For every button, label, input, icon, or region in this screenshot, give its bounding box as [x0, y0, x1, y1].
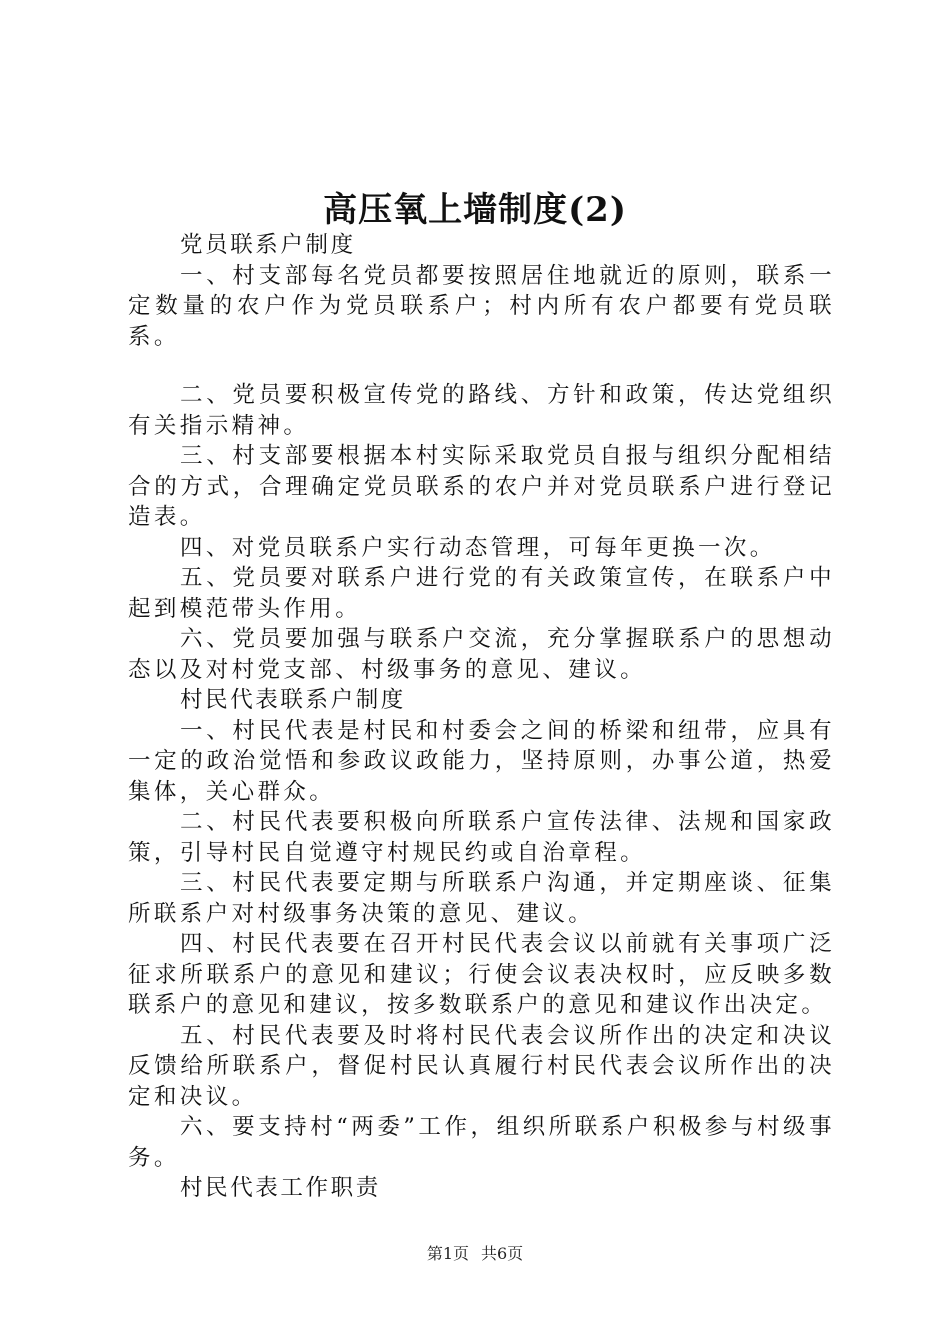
paragraph: 三、村民代表要定期与所联系户沟通，并定期座谈、征集所联系户对村级事务决策的意见、建议。: [128, 870, 835, 927]
paragraph: 一、村民代表是村民和村委会之间的桥梁和纽带，应具有一定的政治觉悟和参政议政能力，坚持原则，办事公道，热爱集体，关心群众。: [128, 717, 835, 805]
page-number: 第1页: [426, 1244, 469, 1263]
page-footer: [0, 1242, 950, 1266]
section-heading: 党员联系户制度: [180, 232, 356, 258]
document-body: [128, 230, 835, 1204]
paragraph: 五、党员要对联系户进行党的有关政策宣传，在联系户中起到模范带头作用。: [128, 565, 835, 622]
paragraph: 六、要支持村“两委”工作，组织所联系户积极参与村级事务。: [128, 1114, 835, 1171]
section-heading: 村民代表工作职责: [180, 1175, 381, 1201]
page-total: 共6页: [481, 1244, 524, 1263]
paragraph: 五、村民代表要及时将村民代表会议所作出的决定和决议反馈给所联系户，督促村民认真履行村民代表会议所作出的决定和决议。: [128, 1022, 835, 1110]
document-title: 高压氧上墙制度(2): [323, 190, 627, 230]
paragraph: 四、对党员联系户实行动态管理，可每年更换一次。: [180, 534, 776, 561]
paragraph: 三、村支部要根据本村实际采取党员自报与组织分配相结合的方式，合理确定党员联系的农户并对党员联系户进行登记造表。: [128, 443, 835, 530]
section-heading: 村民代表联系户制度: [180, 687, 406, 713]
paragraph: 六、党员要加强与联系户交流，充分掌握联系户的思想动态以及对村党支部、村级事务的意见、建议。: [128, 626, 835, 683]
paragraph: 二、党员要积极宣传党的路线、方针和政策，传达党组织有关指示精神。: [128, 382, 835, 439]
paragraph: 四、村民代表要在召开村民代表会议以前就有关事项广泛征求所联系户的意见和建议；行使会议表决权时，应反映多数联系户的意见和建议，按多数联系户的意见和建议作出决定。: [128, 931, 835, 1018]
paragraph: 二、村民代表要积极向所联系户宣传法律、法规和国家政策，引导村民自觉遵守村规民约或自治章程。: [128, 809, 835, 866]
paragraph: 一、村支部每名党员都要按照居住地就近的原则，联系一定数量的农户作为党员联系户；村内所有农户都要有党员联系。: [128, 262, 835, 350]
